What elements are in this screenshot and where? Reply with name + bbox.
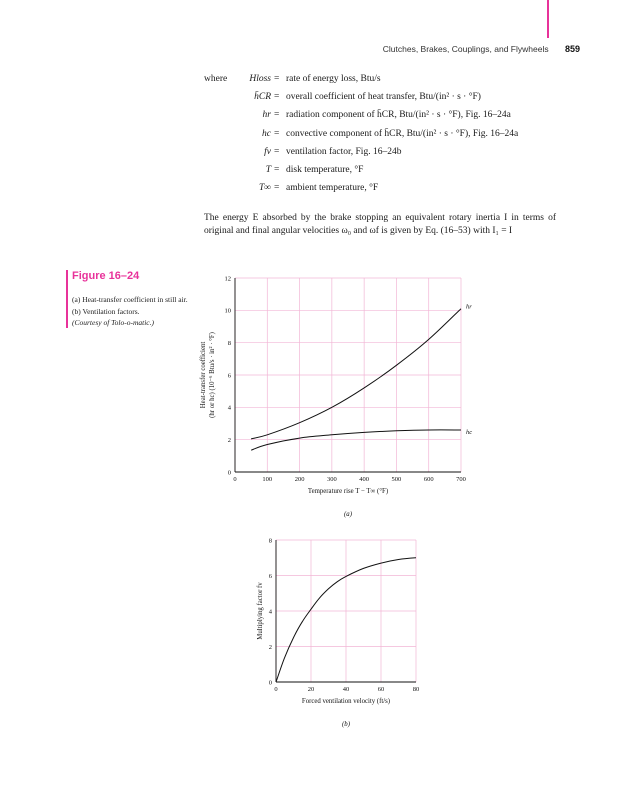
definition-text: radiation component of h̄CR, Btu/(in² · s · °F), Fig. 16–24a [286,110,511,121]
definition-text: ventilation factor, Fig. 16–24b [286,146,402,157]
equals-sign: = [274,164,280,175]
x-tick-label: 0 [233,476,237,483]
series-line-hc [251,430,461,450]
page-number: 859 [564,44,580,54]
figure-caption [72,294,192,329]
x-tick-label: 500 [391,476,402,483]
equals-sign: = [274,183,280,194]
x-tick-label: 100 [262,476,273,483]
definition-symbol: hc [262,128,271,139]
definition-symbol: Hloss [249,74,271,84]
x-tick-label: 20 [307,686,315,693]
definition-symbol: T [265,164,271,175]
definition-symbol: fv [264,146,271,157]
y-tick-label: 2 [227,436,231,444]
definition-text: disk temperature, °F [286,164,364,175]
y-axis-label: Multiplying factor fv [257,582,264,640]
equals-sign: = [274,146,280,157]
y-tick-label: 2 [268,643,272,651]
x-tick-label: 80 [412,686,420,693]
y-tick-label: 6 [268,572,272,580]
x-tick-label: 0 [274,686,278,693]
header-accent-rule [547,0,549,38]
chart-a [190,268,490,518]
x-tick-label: 400 [359,476,370,483]
body-paragraph: The energy E absorbed by the brake stopping an equivalent rotary inertia I in terms of original and final angular velocities ω₀ and ωf is given by Eq. (16–53) with I₁ = I [204,212,556,236]
x-tick-label: 600 [423,476,434,483]
x-axis-label: Forced ventilation velocity (ft/s) [301,698,391,705]
series-line-hr [251,309,461,439]
figure-accent-bar [66,270,68,328]
definition-lead: where [204,74,228,84]
x-tick-label: 200 [294,476,305,483]
y-tick-label: 4 [268,608,272,616]
y-tick-label: 10 [224,307,231,315]
y-tick-label: 8 [227,339,231,347]
y-tick-label: 6 [227,372,231,380]
running-head [383,44,580,54]
figure-title: Figure 16–24 [72,270,140,282]
y-tick-label: 4 [227,404,231,412]
definition-text: rate of energy loss, Btu/s [286,74,381,84]
series-label-hc: hc [466,428,473,436]
x-tick-label: 40 [342,686,350,693]
definition-text: convective component of h̄CR, Btu/(in² · s · °F), Fig. 16–24a [286,128,519,139]
y-tick-label: 0 [227,469,231,477]
panel-label: (a) [344,511,352,518]
definition-symbol: T∞ [258,183,271,194]
series-label-hr: hr [466,303,472,311]
y-axis-label-line2: (hr or hc) (10⁻⁶ Btu/s · in² · °F) [209,332,216,418]
y-tick-label: 0 [268,679,272,687]
figure-credit: (Courtesy of Tolo-o-matic.) [72,318,155,327]
y-tick-label: 8 [268,537,272,545]
panel-label: (b) [342,721,350,728]
x-tick-label: 300 [326,476,337,483]
equals-sign: = [274,128,280,139]
definition-text: overall coefficient of heat transfer, Btu/(in² · s · °F) [286,92,481,103]
chart-b [240,530,450,740]
equals-sign: = [274,92,280,103]
definition-symbol: hr [262,110,271,121]
equals-sign: = [274,110,280,121]
x-tick-label: 60 [377,686,385,693]
y-axis-label-line1: Heat-transfer coefficient [200,341,207,409]
y-tick-label: 12 [224,275,231,283]
x-axis-label: Temperature rise T − T∞ (°F) [307,488,389,495]
equals-sign: = [274,74,280,84]
running-head-title: Clutches, Brakes, Couplings, and Flywheels [382,44,549,54]
x-tick-label: 700 [456,476,466,483]
definition-symbol: h̄CR [254,92,271,103]
definition-text: ambient temperature, °F [286,183,379,194]
figure-caption-text: (a) Heat-transfer coefficient in still air. (b) Ventilation factors. [72,295,188,316]
